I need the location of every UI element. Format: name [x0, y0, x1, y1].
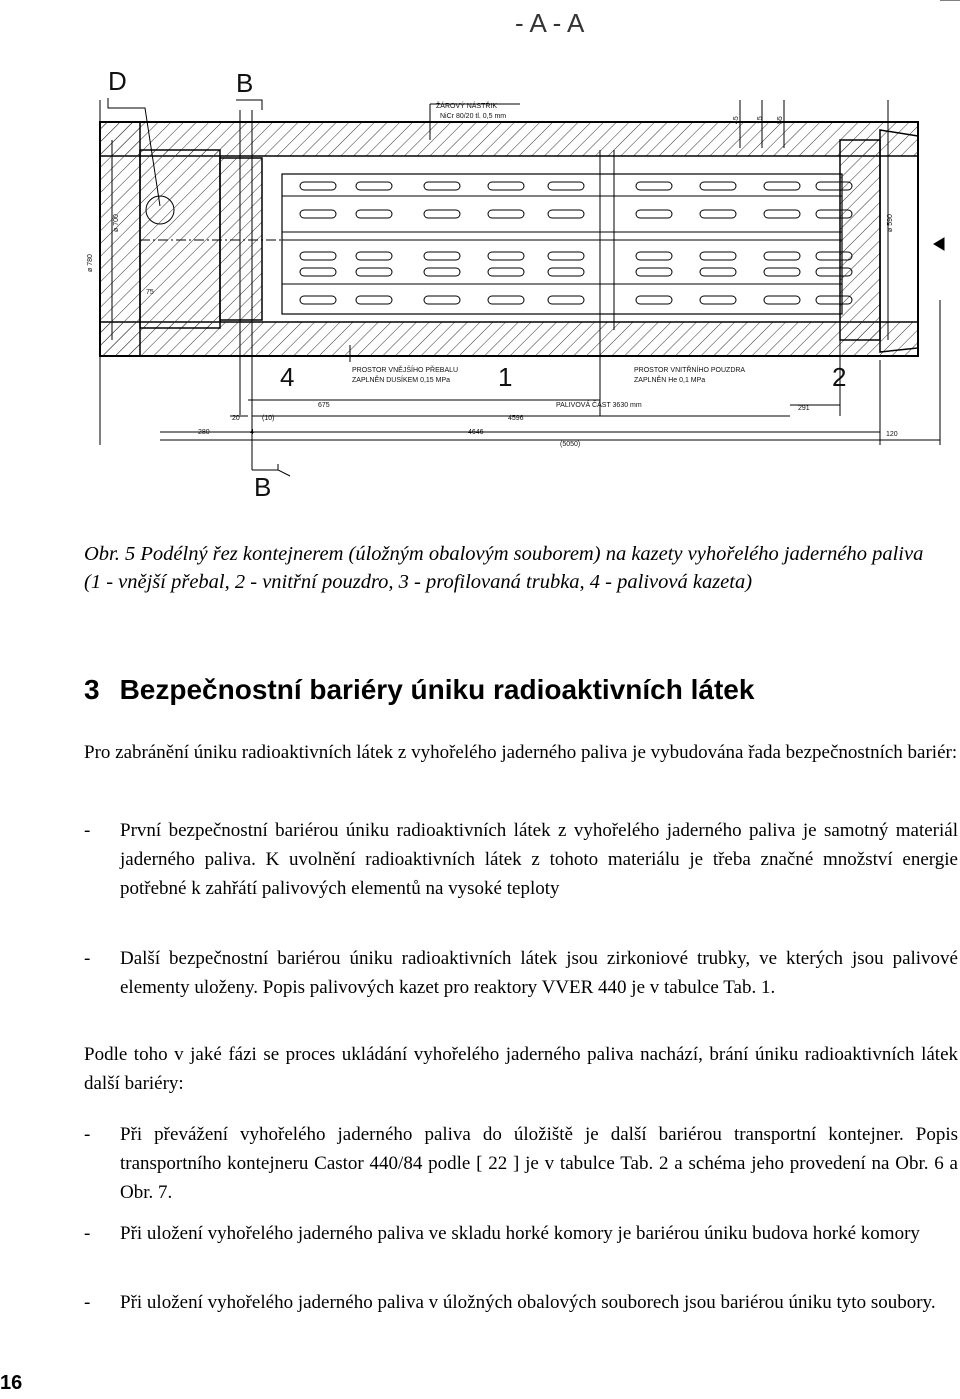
- tube-slot: [356, 268, 392, 276]
- list-item-text: Při uložení vyhořelého jaderného paliva v úložných obalových souborech jsou bariérou úniku tyto soubory.: [120, 1292, 936, 1313]
- outer-space-note-1: PROSTOR VNĚJŠÍHO PŘEBALU: [352, 367, 459, 374]
- list-dash: -: [84, 1124, 91, 1145]
- tube-slot: [488, 182, 524, 190]
- list-item-text: Při uložení vyhořelého jaderného paliva ve skladu horké komory je bariérou úniku budova horké komory: [120, 1223, 920, 1244]
- tube-slot: [488, 296, 524, 304]
- dim-20: 20: [232, 415, 240, 422]
- tube-slot: [700, 210, 736, 218]
- list1-item-1: [84, 816, 958, 903]
- dim-4646: 4646: [468, 429, 484, 436]
- tube-slot: [636, 268, 672, 276]
- tube-slot: [424, 210, 460, 218]
- tube-slot: [700, 268, 736, 276]
- list2-item-3: [84, 1288, 958, 1317]
- profiled-tube-slots: [300, 182, 852, 304]
- section-heading: [84, 674, 754, 706]
- inner-space-note-2: ZAPLNĚN He 0,1 MPa: [634, 377, 706, 384]
- paragraph-2: Podle toho v jaké fázi se proces ukládání vyhořelého jaderného paliva nachází, brání úniku radioaktivních látek další bariéry:: [84, 1044, 958, 1094]
- tube-slot: [356, 210, 392, 218]
- tube-slot: [300, 268, 336, 276]
- inner-space-note-1: PROSTOR VNITŘNÍHO POUZDRA: [634, 367, 746, 374]
- tube-slot: [424, 182, 460, 190]
- tube-slot: [488, 268, 524, 276]
- dim-280: 280: [198, 429, 210, 436]
- tube-slot: [548, 296, 584, 304]
- list2-item-1: [84, 1120, 958, 1207]
- page-number: 16: [0, 1372, 23, 1394]
- part-label-2: 2: [832, 362, 847, 392]
- tube-slot: [636, 210, 672, 218]
- tube-slot: [764, 252, 800, 260]
- tube-slot: [356, 296, 392, 304]
- tube-slot: [300, 252, 336, 260]
- section-label-b-bottom: B: [254, 472, 272, 502]
- list-dash: -: [84, 1292, 91, 1313]
- list-item-text: Další bezpečnostní bariérou úniku radioaktivních látek jsou zirkoniové trubky, ve kterých jsou palivové elementy uloženy. Popis palivových kazet pro reaktory VVER 440 je v tabulce Tab. 1.: [120, 948, 958, 998]
- tube-slot: [636, 296, 672, 304]
- tube-slot: [488, 252, 524, 260]
- tube-slot: [764, 296, 800, 304]
- outer-space-note-2: ZAPLNĚN DUSÍKEM 0,15 MPa: [352, 377, 451, 384]
- outer-overpack: [100, 122, 918, 356]
- dim-700: ø 700: [113, 214, 120, 232]
- list-item-text: První bezpečnostní bariérou úniku radioaktivních látek z vyhořelého jaderného paliva je samotný materiál jaderného paliva. K uvolnění radioaktivních látek z tohoto materiálu je třeba značné množství energie potřebné k zahřátí palivových elementů na vysoké teploty: [120, 820, 958, 899]
- list1-item-2: [84, 944, 958, 1002]
- dim-780: ø 780: [87, 254, 94, 272]
- dim-4596: 4596: [508, 415, 524, 422]
- dim-120: 120: [886, 431, 898, 438]
- list-dash: -: [84, 1223, 91, 1244]
- section-marker: - A - A: [515, 8, 585, 38]
- dim-15: 15: [757, 116, 764, 124]
- tube-slot: [424, 296, 460, 304]
- list2-item-2: [84, 1219, 958, 1248]
- tube-slot: [636, 252, 672, 260]
- dim-590: ø 590: [887, 214, 894, 232]
- dim-675: 675: [318, 402, 330, 409]
- tube-slot: [700, 182, 736, 190]
- tube-slot: [300, 296, 336, 304]
- tube-slot: [424, 268, 460, 276]
- tube-slot: [424, 252, 460, 260]
- dim-5050: (5050): [560, 441, 581, 448]
- dim-10: (10): [262, 415, 275, 422]
- list-item-text: Při převážení vyhořelého jaderného paliva do úložiště je další bariérou transportní kontejner. Popis transportního kontejneru Castor 440/84 podle [ 22 ] je v tabulce Tab. 2 a schéma jeho provedení na Obr. 6 a Obr. 7.: [120, 1124, 958, 1203]
- tube-slot: [300, 210, 336, 218]
- tube-slot: [548, 182, 584, 190]
- part-label-1: 1: [498, 362, 513, 392]
- tube-slot: [548, 252, 584, 260]
- section-number: 3: [84, 674, 100, 705]
- container-cross-section-drawing: [0, 0, 960, 510]
- coating-spec: NiCr 80/20 tl. 0,5 mm: [440, 113, 507, 120]
- tube-slot: [300, 182, 336, 190]
- detail-label-d: D: [108, 66, 127, 96]
- coating-title: ŽÁROVÝ NÁSTŘIK: [436, 103, 498, 110]
- tube-slot: [764, 210, 800, 218]
- dim-45: 45: [733, 116, 740, 124]
- tube-slot: [548, 210, 584, 218]
- section-title: Bezpečnostní bariéry úniku radioaktivních látek: [119, 674, 755, 705]
- dim-55: 55: [777, 116, 784, 124]
- list-dash: -: [84, 948, 91, 969]
- tube-slot: [764, 182, 800, 190]
- fuel-part-note: PALIVOVÁ ČÁST 3630 mm: [556, 402, 642, 409]
- tube-slot: [764, 268, 800, 276]
- tube-slot: [548, 268, 584, 276]
- dim-291: 291: [798, 405, 810, 412]
- section-label-b-top: B: [236, 68, 254, 98]
- figure-caption: Obr. 5 Podélný řez kontejnerem (úložným obalovým souborem) na kazety vyhořelého jaderného paliva (1 - vnější přebal, 2 - vnitřní pouzdro, 3 - profilovaná trubka, 4 - palivová kazeta): [84, 543, 924, 593]
- part-label-4: 4: [280, 362, 295, 392]
- intro-paragraph: Pro zabránění úniku radioaktivních látek z vyhořelého jaderného paliva je vybudována řada bezpečnostních bariér:: [84, 742, 958, 763]
- dim-4: 4: [250, 429, 254, 436]
- tube-slot: [356, 182, 392, 190]
- tube-slot: [636, 182, 672, 190]
- tube-slot: [356, 252, 392, 260]
- tube-slot: [488, 210, 524, 218]
- tube-slot: [700, 252, 736, 260]
- tube-slot: [700, 296, 736, 304]
- list-dash: -: [84, 820, 91, 841]
- dim-75: 75: [146, 289, 154, 296]
